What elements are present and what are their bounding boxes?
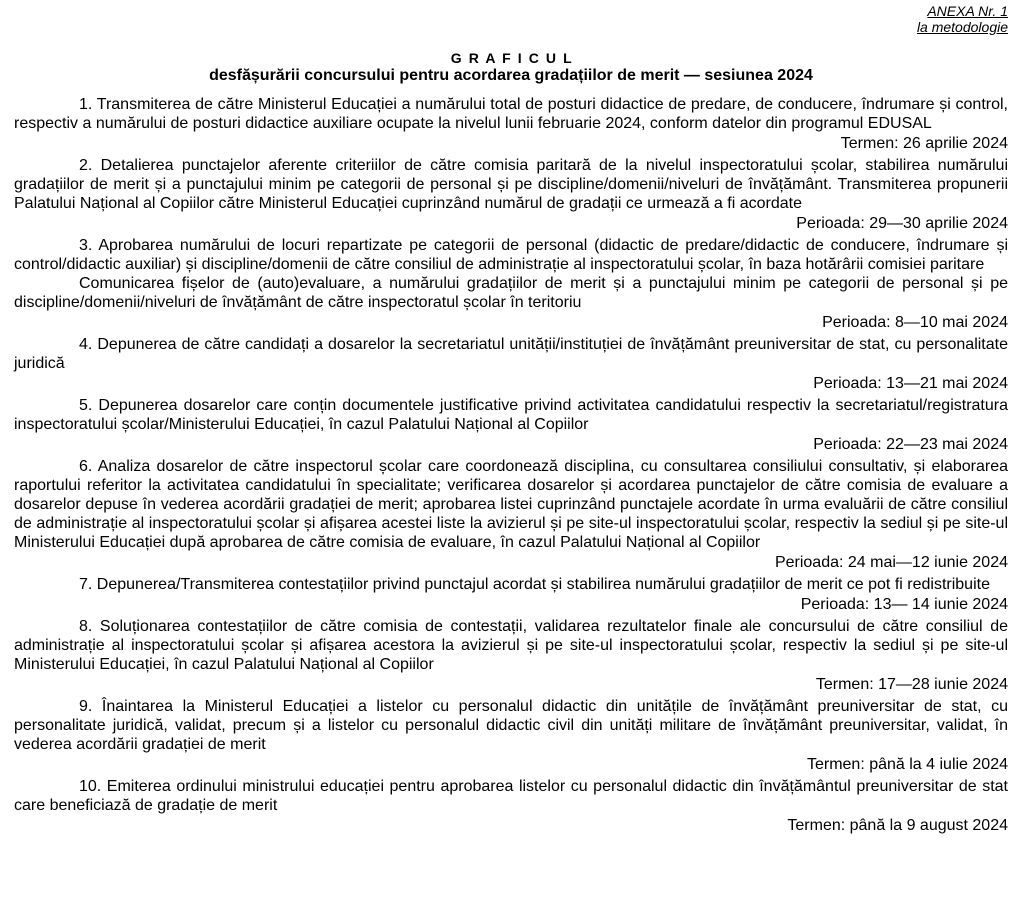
item-deadline: Termen: 17—28 iunie 2024: [815, 676, 1008, 693]
schedule-item-8: [14, 617, 1008, 694]
schedule-item-10: [14, 777, 1008, 835]
item-text: 10. Emiterea ordinului ministrului educației pentru aprobarea listelor cu personalul didactic din învățământul preuniversitar de stat care beneficiază de gradație de merit: [14, 778, 1008, 814]
schedule-item-2: [14, 156, 1008, 233]
item-deadline: Termen: până la 4 iulie 2024: [806, 756, 1008, 773]
item-deadline: Perioada: 24 mai—12 iunie 2024: [774, 554, 1008, 571]
schedule-item-3: [14, 236, 1008, 332]
schedule-item-6: [14, 457, 1008, 572]
item-text: 8. Soluționarea contestațiilor de către comisia de contestații, validarea rezultatelor finale ale concursului de către consiliul de administrație al inspectoratului școlar și afișarea acestora la avizierul și pe site-ul inspectoratului școlar, respectiv la sediul și pe site-ul Ministerului Educației, în cazul Palatului Național al Copiilor: [14, 618, 1008, 673]
item-text: 3. Aprobarea numărului de locuri repartizate pe categorii de personal (didactic de predare/didactic de conducere, îndrumare și control/didactic auxiliar) și discipline/domenii de către consiliul de administrație al inspectoratului școlar, în baza hotărârii comisiei paritare: [14, 237, 1008, 273]
schedule-item-1: [14, 95, 1008, 153]
annex-sublabel: la metodologie: [916, 19, 1008, 35]
annex-label: ANEXA Nr. 1: [927, 3, 1008, 19]
document-title: G R A F I C U L: [450, 50, 574, 66]
item-text: 6. Analiza dosarelor de către inspectorul școlar care coordonează disciplina, cu consultarea consiliului consultativ, și elaborarea raportului referitor la activitatea candidatului în specialitate; verificarea dosarelor și acordarea punctajelor de către comisia de evaluare a dosarelor depuse în vederea acordării gradației de merit; aprobarea listei cuprinzând punctajele acordate în urma evaluării de către consiliul de administrație al inspectoratului școlar și afișarea acestei liste la avizierul și pe site-ul inspectoratului școlar, respectiv la sediul și pe site-ul Ministerului Educației după aprobarea de către comisia de evaluare, în cazul Palatului Național al Copiilor: [14, 458, 1008, 551]
item-text: 9. Înaintarea la Ministerul Educației a listelor cu personalul didactic din unitățile de învățământ preuniversitar de stat, cu personalitate juridică, validat, precum și a listelor cu personalul didactic civil din unități militare de învățământ preuniversitar, validat, în vederea acordării gradației de merit: [14, 698, 1008, 753]
item-text: 7. Depunerea/Transmiterea contestațiilor privind punctajul acordat și stabilirea numărului gradațiilor de merit ce pot fi redistribuite: [79, 576, 990, 593]
item-deadline: Termen: 26 aprilie 2024: [840, 135, 1008, 152]
schedule-item-9: [14, 697, 1008, 774]
schedule-item-7: [14, 575, 1008, 614]
item-text: 1. Transmiterea de către Ministerul Educației a numărului total de posturi didactice de predare, de conducere, îndrumare și control, respectiv a numărului de posturi didactice auxiliare ocupate la nivelul lunii februarie 2024, conform datelor din programul EDUSAL: [14, 96, 1008, 132]
schedule-item-4: [14, 335, 1008, 393]
item-deadline: Perioada: 29—30 aprilie 2024: [796, 215, 1008, 232]
item-deadline: Perioada: 13—21 mai 2024: [813, 375, 1008, 392]
item-text: 5. Depunerea dosarelor care conțin documentele justificative privind activitatea candidatului respectiv la secretariatul/registratura inspectoratului școlar/Ministerului Educației, în cazul Palatului Național al Copiilor: [14, 397, 1008, 433]
item-deadline: Termen: până la 9 august 2024: [787, 817, 1008, 834]
item-text-continued: Comunicarea fișelor de (auto)evaluare, a numărului gradațiilor de merit și a punctajului minim pe categorii de personal și pe discipline/domenii/niveluri de învățământ de către inspectoratul școlar în teritoriu: [14, 275, 1008, 311]
document-subtitle: desfășurării concursului pentru acordarea gradațiilor de merit — sesiunea 2024: [209, 67, 813, 84]
item-deadline: Perioada: 8—10 mai 2024: [822, 314, 1008, 331]
schedule-item-5: [14, 396, 1008, 454]
item-text: 2. Detalierea punctajelor aferente criteriilor de către comisia paritară de la nivelul inspectoratului școlar, stabilirea numărului gradațiilor de merit și a punctajului minim pe categorii de personal și pe discipline/domenii/niveluri de învățământ. Transmiterea propunerii Palatului Național al Copiilor către Ministerul Educației cuprinzând numărul de gradații ce urmează a fi acordate: [14, 157, 1008, 212]
annex-header: [14, 3, 1008, 35]
item-text: 4. Depunerea de către candidați a dosarelor la secretariatul unității/instituției de învățământ preuniversitar de stat, cu personalitate juridică: [14, 336, 1008, 372]
schedule-list: [14, 95, 1008, 835]
item-deadline: Perioada: 22—23 mai 2024: [813, 436, 1008, 453]
item-deadline: Perioada: 13— 14 iunie 2024: [800, 596, 1008, 613]
